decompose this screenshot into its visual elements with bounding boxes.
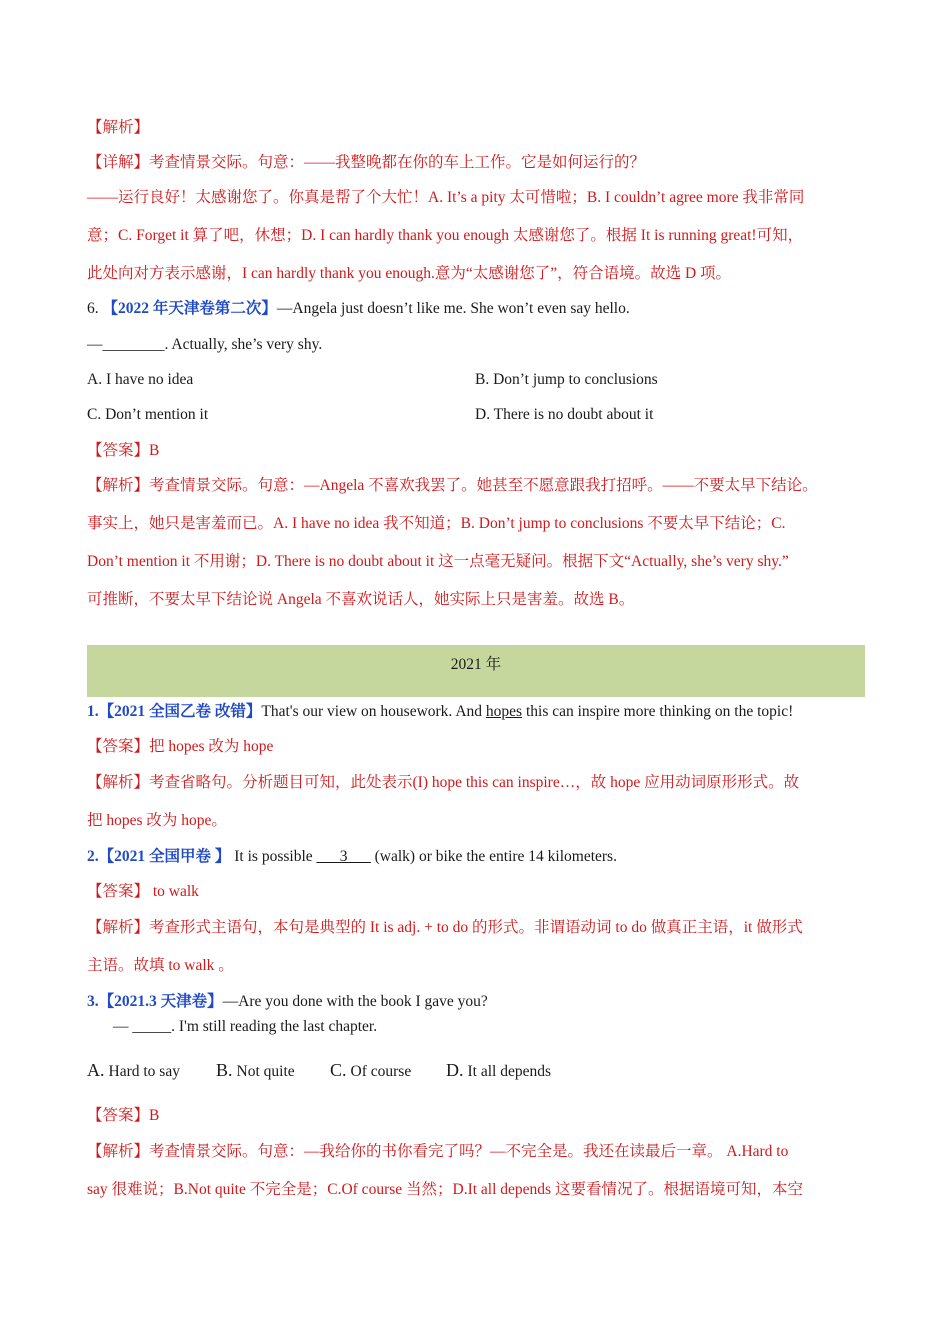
detail-line: ——运行良好！太感谢您了。你真是帮了个大忙！A. It’s a pity 太可惜啦；B. I couldn’t agree more 我非常同 [87,189,805,206]
question-2021-3-reply: — _____. I'm still reading the last chapter. [113,1018,378,1035]
question-number: 1. [87,703,99,720]
analysis-line: 【解析】考查形式主语句，本句是典型的 It is adj. + to do 的形式。非谓语动词 to do 做真正主语，it 做形式 [87,919,803,936]
underlined-word: hopes [485,703,523,720]
analysis-line: 【解析】考查省略句。分析题目可知，此处表示(I) hope this can inspire…，故 hope 应用动词原形形式。故 [87,774,800,791]
option-text: Hard to say [108,1063,180,1080]
analysis-line: 【解析】考查情景交际。句意：—Angela 不喜欢我罢了。她甚至不愿意跟我打招呼。——不要太早下结论。 [87,477,818,494]
option-text: Of course [350,1063,412,1080]
analysis-line: 【解析】考查情景交际。句意：—我给你的书你看完了吗？—不完全是。我还在读最后一章。 A.Hard to [87,1143,789,1160]
question-text: —Angela just doesn’t like me. She won’t even say hello. [276,300,630,317]
detail-line: 意；C. Forget it 算了吧，休想；D. I can hardly thank you enough 太感谢您了。根据 It is running great!可知， [87,227,804,244]
analysis-line: 主语。故填 to walk 。 [87,957,234,974]
year-banner [87,645,865,697]
option-letter: A. [87,1060,105,1080]
option-letter: C. [330,1060,347,1080]
analysis-line: 把 hopes 改为 hope。 [87,812,227,829]
detail-line: 此处向对方表示感谢，I can hardly thank you enough.意为“太感谢您了”，符合语境。故选 D 项。 [87,265,732,282]
option-text: Not quite [236,1063,295,1080]
answer-label: 【答案】B [87,442,160,459]
question-text: —Are you done with the book I gave you? [222,993,488,1010]
question-2021-1-stem [87,702,865,722]
analysis-line: 事实上，她只是害羞而已。A. I have no idea 我不知道；B. Don’t jump to conclusions 不要太早下结论；C. [87,515,786,532]
option-c: C. Don’t mention it [87,406,209,423]
question-text: It is possible [230,848,317,865]
answer-label: 【答案】B [87,1107,160,1124]
option-letter: D. [446,1060,464,1080]
question-source: 【2022 年天津卷第二次】 [102,300,277,317]
option-b [216,1060,295,1081]
question-6-reply: —________. Actually, she’s very shy. [87,336,323,353]
option-d [446,1060,551,1081]
question-6-stem [87,299,865,319]
question-text: this can inspire more thinking on the topic! [522,703,794,720]
question-text: (walk) or bike the entire 14 kilometers. [370,848,617,865]
question-source: 【2021.3 天津卷】 [98,993,223,1010]
option-a: A. I have no idea [87,371,194,388]
question-2021-2-stem [87,847,865,867]
option-d: D. There is no doubt about it [475,406,654,423]
option-letter: B. [216,1060,233,1080]
question-number: 3. [87,993,99,1010]
analysis-label: 【解析】 [87,119,150,136]
option-a [87,1060,180,1081]
year-banner-label: 2021 年 [450,656,502,673]
analysis-line: 可推断，不要太早下结论说 Angela 不喜欢说话人，她实际上只是害羞。故选 B。 [87,591,635,608]
question-source: 【2021 全国乙卷 改错】 [98,703,262,720]
answer-label: 【答案】把 hopes 改为 hope [87,738,274,755]
answer-label: 【答案】 to walk [87,883,199,900]
question-number: 2. [87,848,99,865]
analysis-line: say 很难说；B.Not quite 不完全是；C.Of course 当然；D.It all depends 这要看情况了。根据语境可知，本空 [87,1181,803,1198]
blank-number: ___3___ [316,848,371,865]
option-text: It all depends [467,1063,552,1080]
option-c [330,1060,411,1081]
option-b: B. Don’t jump to conclusions [475,371,658,388]
analysis-line: Don’t mention it 不用谢；D. There is no doubt about it 这一点毫无疑问。根据下文“Actually, she’s very shy.” [87,553,789,570]
question-text: That's our view on housework. And [261,703,486,720]
question-2021-3-stem [87,992,865,1012]
question-source: 【2021 全国甲卷 】 [98,848,231,865]
question-number: 6. [87,300,99,317]
detail-line: 【详解】考查情景交际。句意：——我整晚都在你的车上工作。它是如何运行的？ [87,154,646,171]
